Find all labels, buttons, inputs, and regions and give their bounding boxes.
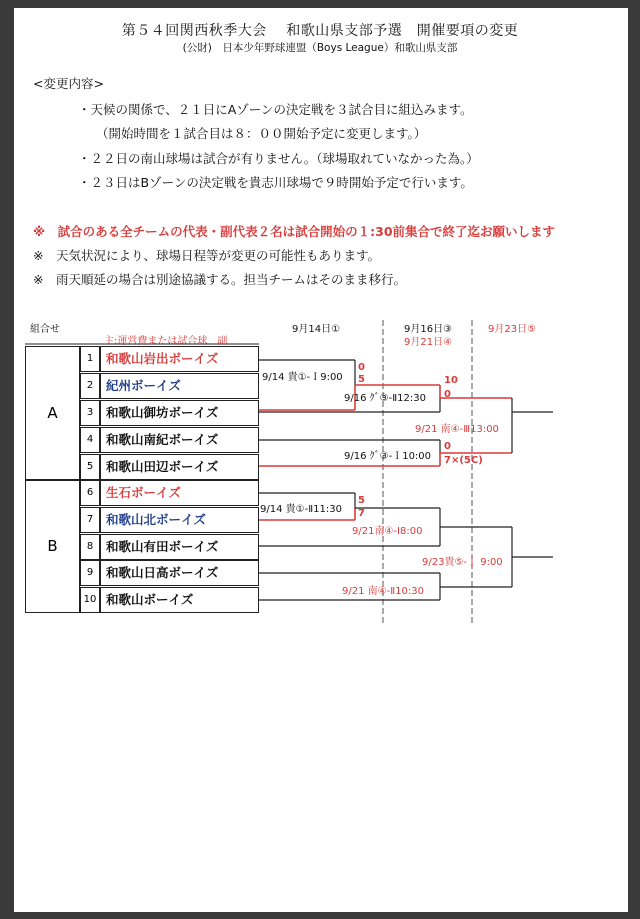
game-label: 9/16 ｸﾞ③-Ⅱ12:30: [344, 393, 426, 404]
date-col-2: 9月16日③: [404, 324, 453, 335]
main-sub-label: 主:運営費または試合球 副: [104, 336, 228, 347]
notice: ※ 天気状況により、球場日程等が変更の可能性もあります。: [33, 248, 380, 263]
date-col-3: 9月23日⑤: [488, 324, 537, 335]
game-label: 9/21 南④-Ⅲ13:00: [415, 424, 499, 435]
kumiawase-label: 組合せ: [30, 324, 60, 335]
game-score: 7×(5C): [444, 455, 483, 466]
game-score: 0: [358, 362, 365, 373]
game-label: 9/23貴⑤-Ｉ 9:00: [422, 557, 503, 568]
group-b-box: B: [25, 480, 80, 613]
team-name: 生石ボーイズ: [100, 480, 259, 506]
game-label: 9/21南④-Ⅰ8:00: [352, 526, 423, 537]
team-name: 紀州ボーイズ: [100, 373, 259, 399]
change-line: ・２２日の南山球場は試合が有りません。（球場取れていなかった為。）: [78, 151, 479, 166]
team-name: 和歌山有田ボーイズ: [100, 534, 259, 560]
game-label: 9/14 貴①-Ⅱ11:30: [260, 504, 342, 515]
team-name: 和歌山南紀ボーイズ: [100, 427, 259, 453]
team-number: 3: [80, 400, 100, 426]
game-label: 9/21 南④-Ⅱ10:30: [342, 586, 424, 597]
date-col-1: 9月14日①: [292, 324, 341, 335]
game-label: 9/14 貴①-Ｉ9:00: [262, 372, 343, 383]
team-number: 8: [80, 534, 100, 560]
team-name: 和歌山ボーイズ: [100, 587, 259, 613]
game-score: 5: [358, 374, 365, 385]
game-score: 0: [444, 389, 451, 400]
game-score: 5: [358, 495, 365, 506]
team-number: 5: [80, 454, 100, 480]
change-line: ・２３日はBゾーンの決定戦を貴志川球場で９時開始予定で行います。: [78, 175, 473, 190]
team-name: 和歌山岩出ボーイズ: [100, 346, 259, 372]
game-label: 9/16 ｸﾞ③-Ｉ10:00: [344, 451, 432, 462]
document-subtitle: (公財) 日本少年野球連盟（Boys League）和歌山県支部: [182, 42, 458, 54]
team-number: 1: [80, 346, 100, 372]
red-notice: ※ 試合のある全チームの代表・副代表２名は試合開始の１:30前集合で終了迄お願いします: [33, 224, 556, 239]
document-title: 第５４回関西秋季大会 和歌山県支部予選 開催要項の変更: [121, 23, 519, 39]
notice: ※ 雨天順延の場合は別途協議する。担当チームはそのまま移行。: [33, 272, 406, 287]
change-line: ・天候の関係で、２１日にAゾーンの決定戦を３試合目に組込みます。: [78, 102, 473, 117]
team-number: 4: [80, 427, 100, 453]
group-a-box: A: [25, 346, 80, 480]
game-score: 10: [444, 375, 458, 386]
game-score: 0: [444, 441, 451, 452]
team-name: 和歌山御坊ボーイズ: [100, 400, 259, 426]
team-name: 和歌山日高ボーイズ: [100, 560, 259, 586]
team-name: 和歌山北ボーイズ: [100, 507, 259, 533]
team-name: 和歌山田辺ボーイズ: [100, 454, 259, 480]
team-number: 10: [80, 587, 100, 613]
team-number: 9: [80, 560, 100, 586]
date-col-2-sub: 9月21日④: [404, 337, 453, 348]
team-number: 6: [80, 480, 100, 506]
changes-heading: <変更内容>: [33, 76, 104, 91]
change-line: （開始時間を１試合目は８：００開始予定に変更します。）: [96, 126, 427, 141]
game-score: 7: [358, 508, 365, 519]
team-number: 7: [80, 507, 100, 533]
team-number: 2: [80, 373, 100, 399]
